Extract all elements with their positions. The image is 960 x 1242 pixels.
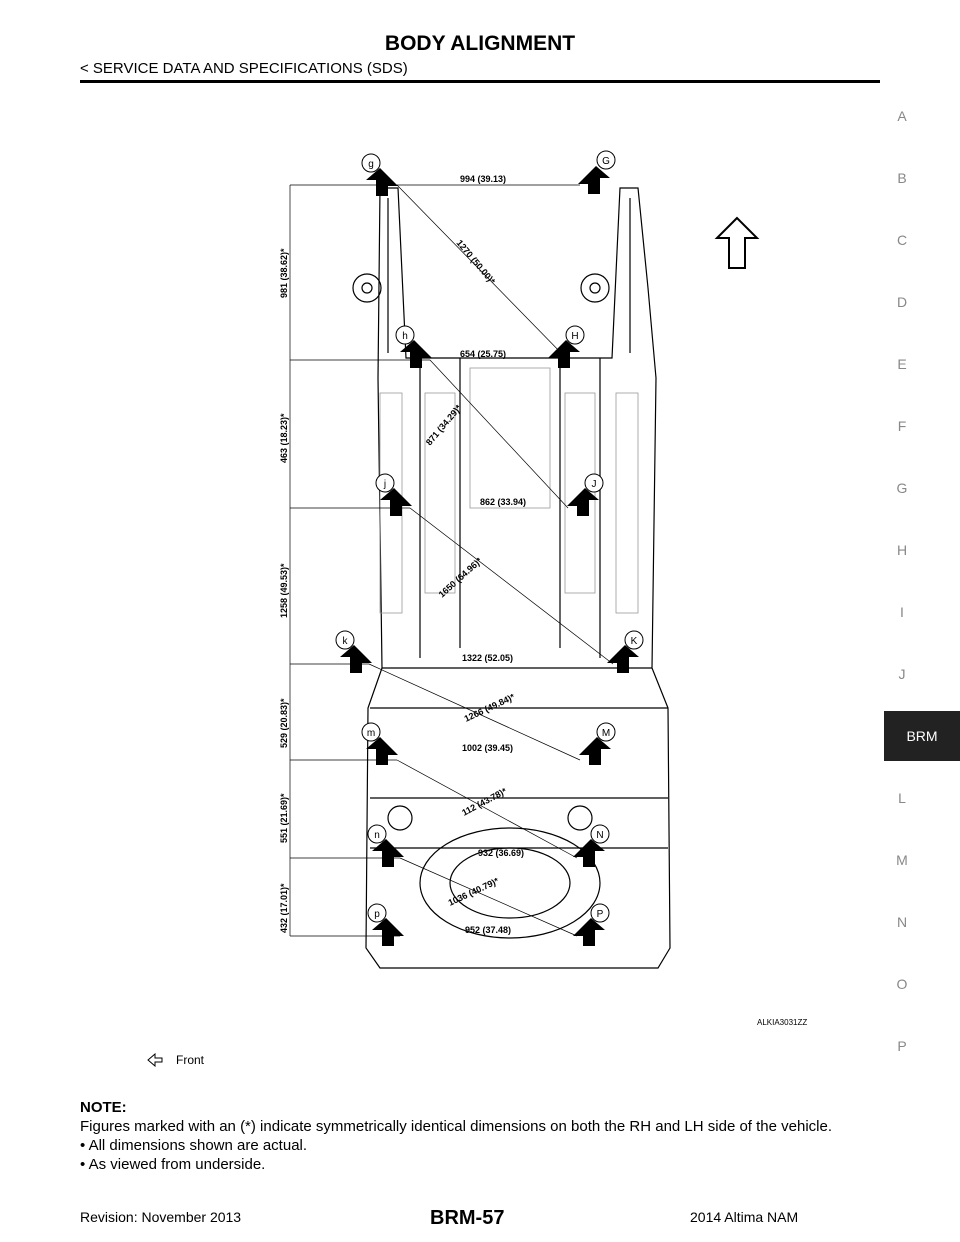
front-label: Front <box>176 1053 205 1067</box>
point-p-marker <box>368 904 404 946</box>
length-dim-4: 529 (20.83)* <box>279 698 289 748</box>
note-bullet-1: • All dimensions shown are actual. <box>80 1137 308 1154</box>
note-block <box>80 1098 882 1174</box>
revision-text: Revision: November 2013 <box>80 1209 242 1225</box>
front-arrow-icon <box>146 1053 164 1067</box>
section-index-j[interactable]: J <box>898 666 906 682</box>
length-dim-1: 981 (38.62)* <box>279 248 289 298</box>
width-dim-m: 1002 (39.45) <box>462 743 514 753</box>
front-direction-arrow-icon <box>717 218 757 268</box>
note-bullet-2: • As viewed from underside. <box>80 1156 266 1173</box>
section-tab-active[interactable]: BRM <box>884 711 960 761</box>
length-dim-3: 1258 (49.53)* <box>279 563 289 618</box>
point-J-marker <box>567 474 603 516</box>
width-dim-h: 654 (25.75) <box>460 349 507 359</box>
point-n-label: n <box>374 830 380 841</box>
point-m-label: m <box>366 728 376 739</box>
page-title: BODY ALIGNMENT <box>384 32 576 55</box>
point-G-label: G <box>602 156 610 167</box>
point-k-marker <box>336 631 372 673</box>
point-n-marker <box>368 825 404 867</box>
section-index-c[interactable]: C <box>896 232 908 248</box>
header-rule <box>80 80 880 83</box>
point-h-marker <box>396 326 432 368</box>
section-index-d[interactable]: D <box>896 294 908 310</box>
section-index-n[interactable]: N <box>896 914 908 930</box>
section-index-m[interactable]: M <box>896 852 908 868</box>
figure-id: ALKIA3031ZZ <box>757 1018 808 1027</box>
body-alignment-diagram <box>270 148 770 978</box>
point-j-marker <box>376 474 412 516</box>
point-K-label: K <box>630 636 638 647</box>
diag-dim-1: 1270 (50.00)* <box>454 237 498 287</box>
page-number: BRM-57 <box>430 1207 505 1229</box>
diag-dim-2: 871 (34.29)* <box>423 402 464 448</box>
section-index-e[interactable]: E <box>897 356 907 372</box>
point-N-marker <box>573 825 609 867</box>
point-P-label: P <box>596 909 604 920</box>
diag-dim-6: 1036 (40.79)* <box>446 875 501 908</box>
point-M-marker <box>579 723 615 765</box>
point-h-label: h <box>402 331 408 342</box>
width-dim-j: 862 (33.94) <box>480 497 527 507</box>
length-dim-5: 551 (21.69)* <box>279 793 289 843</box>
point-H-label: H <box>571 331 579 342</box>
point-k-label: k <box>342 636 348 647</box>
model-text: 2014 Altima NAM <box>690 1209 799 1225</box>
section-index-p[interactable]: P <box>897 1038 907 1054</box>
section-index-g[interactable]: G <box>896 480 908 496</box>
section-index-h[interactable]: H <box>896 542 908 558</box>
point-G-marker <box>578 151 615 194</box>
width-dim-g: 994 (39.13) <box>460 174 507 184</box>
length-dim-2: 463 (18.23)* <box>279 413 289 463</box>
point-p-label: p <box>374 909 380 920</box>
point-H-marker <box>548 326 584 368</box>
width-dim-p: 952 (37.48) <box>465 925 512 935</box>
length-dim-6: 432 (17.01)* <box>279 883 289 933</box>
width-dim-n: 932 (36.69) <box>478 848 525 858</box>
section-subtitle: < SERVICE DATA AND SPECIFICATIONS (SDS) <box>80 60 408 77</box>
point-K-marker <box>607 631 643 673</box>
diag-dim-4: 1266 (49.84)* <box>462 691 517 724</box>
note-text: Figures marked with an (*) indicate symmetrically identical dimensions on both the RH and LH side of the vehicle. <box>80 1118 833 1135</box>
section-index-a[interactable]: A <box>897 108 907 124</box>
point-J-label: J <box>591 479 597 490</box>
note-heading: NOTE: <box>80 1099 127 1116</box>
point-P-marker <box>573 904 609 946</box>
diag-dim-3: 1650 (64.96)* <box>436 555 484 600</box>
point-M-label: M <box>601 728 611 739</box>
front-legend <box>146 1053 204 1067</box>
point-j-label: j <box>383 479 387 490</box>
section-index-i[interactable]: I <box>900 604 904 620</box>
dimension-lines <box>290 185 613 936</box>
section-index-o[interactable]: O <box>896 976 908 992</box>
page-footer <box>0 1207 960 1227</box>
section-index-l[interactable]: L <box>898 790 906 806</box>
point-g-marker <box>362 154 398 196</box>
point-N-label: N <box>596 830 604 841</box>
diag-dim-5: 112 (43.78)* <box>460 785 509 818</box>
section-index-f[interactable]: F <box>897 418 907 434</box>
width-dim-k: 1322 (52.05) <box>462 653 514 663</box>
point-g-label: g <box>368 159 374 170</box>
section-index-b[interactable]: B <box>897 170 907 186</box>
